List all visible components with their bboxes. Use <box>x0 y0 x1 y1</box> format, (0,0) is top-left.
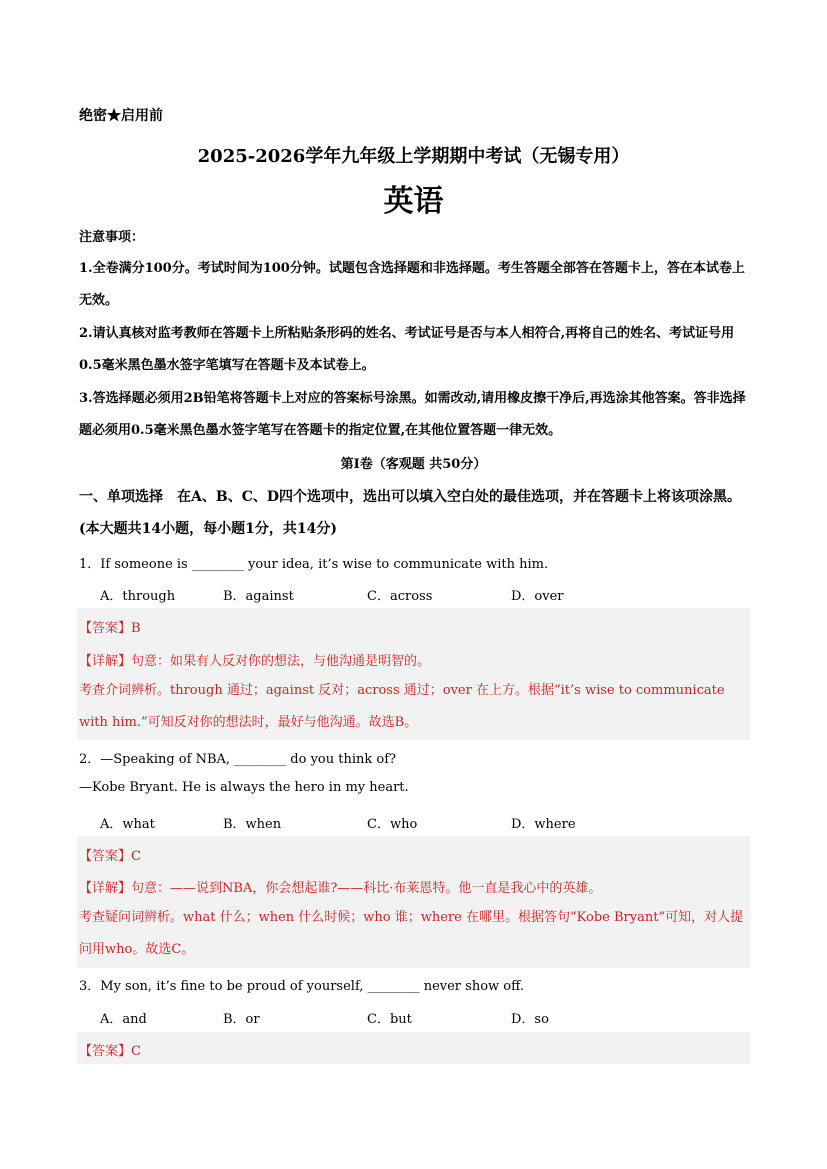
notice-item: 3.答选择题必须用2B铅笔将答题卡上对应的答案标号涂黑。如需改动,请用橡皮擦干净后,再选涂其他答案。答非选择题必须用0.5毫米黑色墨水签字笔写在答题卡的指定位置,在其他位置答题一律无效。 <box>79 391 746 438</box>
notice-item: 1.全卷满分100分。考试时间为100分钟。试题包含选择题和非选择题。考生答题全部答在答题卡上，答在本试卷上无效。 <box>79 261 745 308</box>
notice-item: 2.请认真核对监考教师在答题卡上所粘贴条形码的姓名、考试证号是否与本人相符合,再将自己的姓名、考试证号用0.5毫米黑色墨水签字笔填写在答题卡及本试卷上。 <box>79 326 735 373</box>
option: D．where <box>511 817 576 832</box>
exam-title: 2025-2026学年九年级上学期期中考试（无锡专用） <box>197 146 630 167</box>
option: C．across <box>367 589 433 604</box>
notice-heading: 注意事项： <box>79 230 145 245</box>
section-instructions: 一、单项选择 在A、B、C、D四个选项中，选出可以填入空白处的最佳选项，并在答题卡上将该项涂黑。(本大题共14小题，每小题1分，共14分) <box>79 489 741 537</box>
answer-analysis: 考查疑问词辨析。what 什么；when 什么时候；who 谁；where 在哪里。根据答句“Kobe Bryant”可知，对人提问用who。故选C。 <box>79 910 744 957</box>
option: C．who <box>367 817 418 832</box>
option: B．when <box>223 817 282 832</box>
answer-detail: 【详解】句意：如果有人反对你的想法，与他沟通是明智的。 <box>79 654 431 669</box>
answer: 【答案】C <box>79 1044 141 1059</box>
answer-detail: 【详解】句意：——说到NBA，你会想起谁?——科比·布莱恩特。他一直是我心中的英雄。 <box>79 881 602 896</box>
question-stem: 3．My son, it’s fine to be proud of yourself, ________ never show off. <box>79 979 525 994</box>
answer-box <box>77 1032 750 1064</box>
option: B．against <box>223 589 294 604</box>
option: D．so <box>511 1012 549 1027</box>
option: A．and <box>100 1012 147 1027</box>
option: C．but <box>367 1012 412 1027</box>
option: A．through <box>100 589 176 604</box>
confidential-label: 绝密★启用前 <box>79 108 163 124</box>
question-stem: 2．—Speaking of NBA, ________ do you think of? <box>79 752 396 767</box>
option: B．or <box>223 1012 260 1027</box>
answer: 【答案】B <box>79 621 141 636</box>
subject-title: 英语 <box>383 184 444 219</box>
option: A．what <box>100 817 155 832</box>
answer: 【答案】C <box>79 849 141 864</box>
question-stem-reply: —Kobe Bryant. He is always the hero in my heart. <box>79 780 409 795</box>
option: D．over <box>511 589 564 604</box>
answer-analysis: 考查介词辨析。through 通过；against 反对；across 通过；over 在上方。根据“it’s wise to communicate with him.”可知反对你的想法时，最好与他沟通。故选B。 <box>79 683 725 730</box>
part-title: 第I卷（客观题 共50分） <box>340 457 487 472</box>
question-stem: 1．If someone is ________ your idea, it’s wise to communicate with him. <box>79 557 549 572</box>
